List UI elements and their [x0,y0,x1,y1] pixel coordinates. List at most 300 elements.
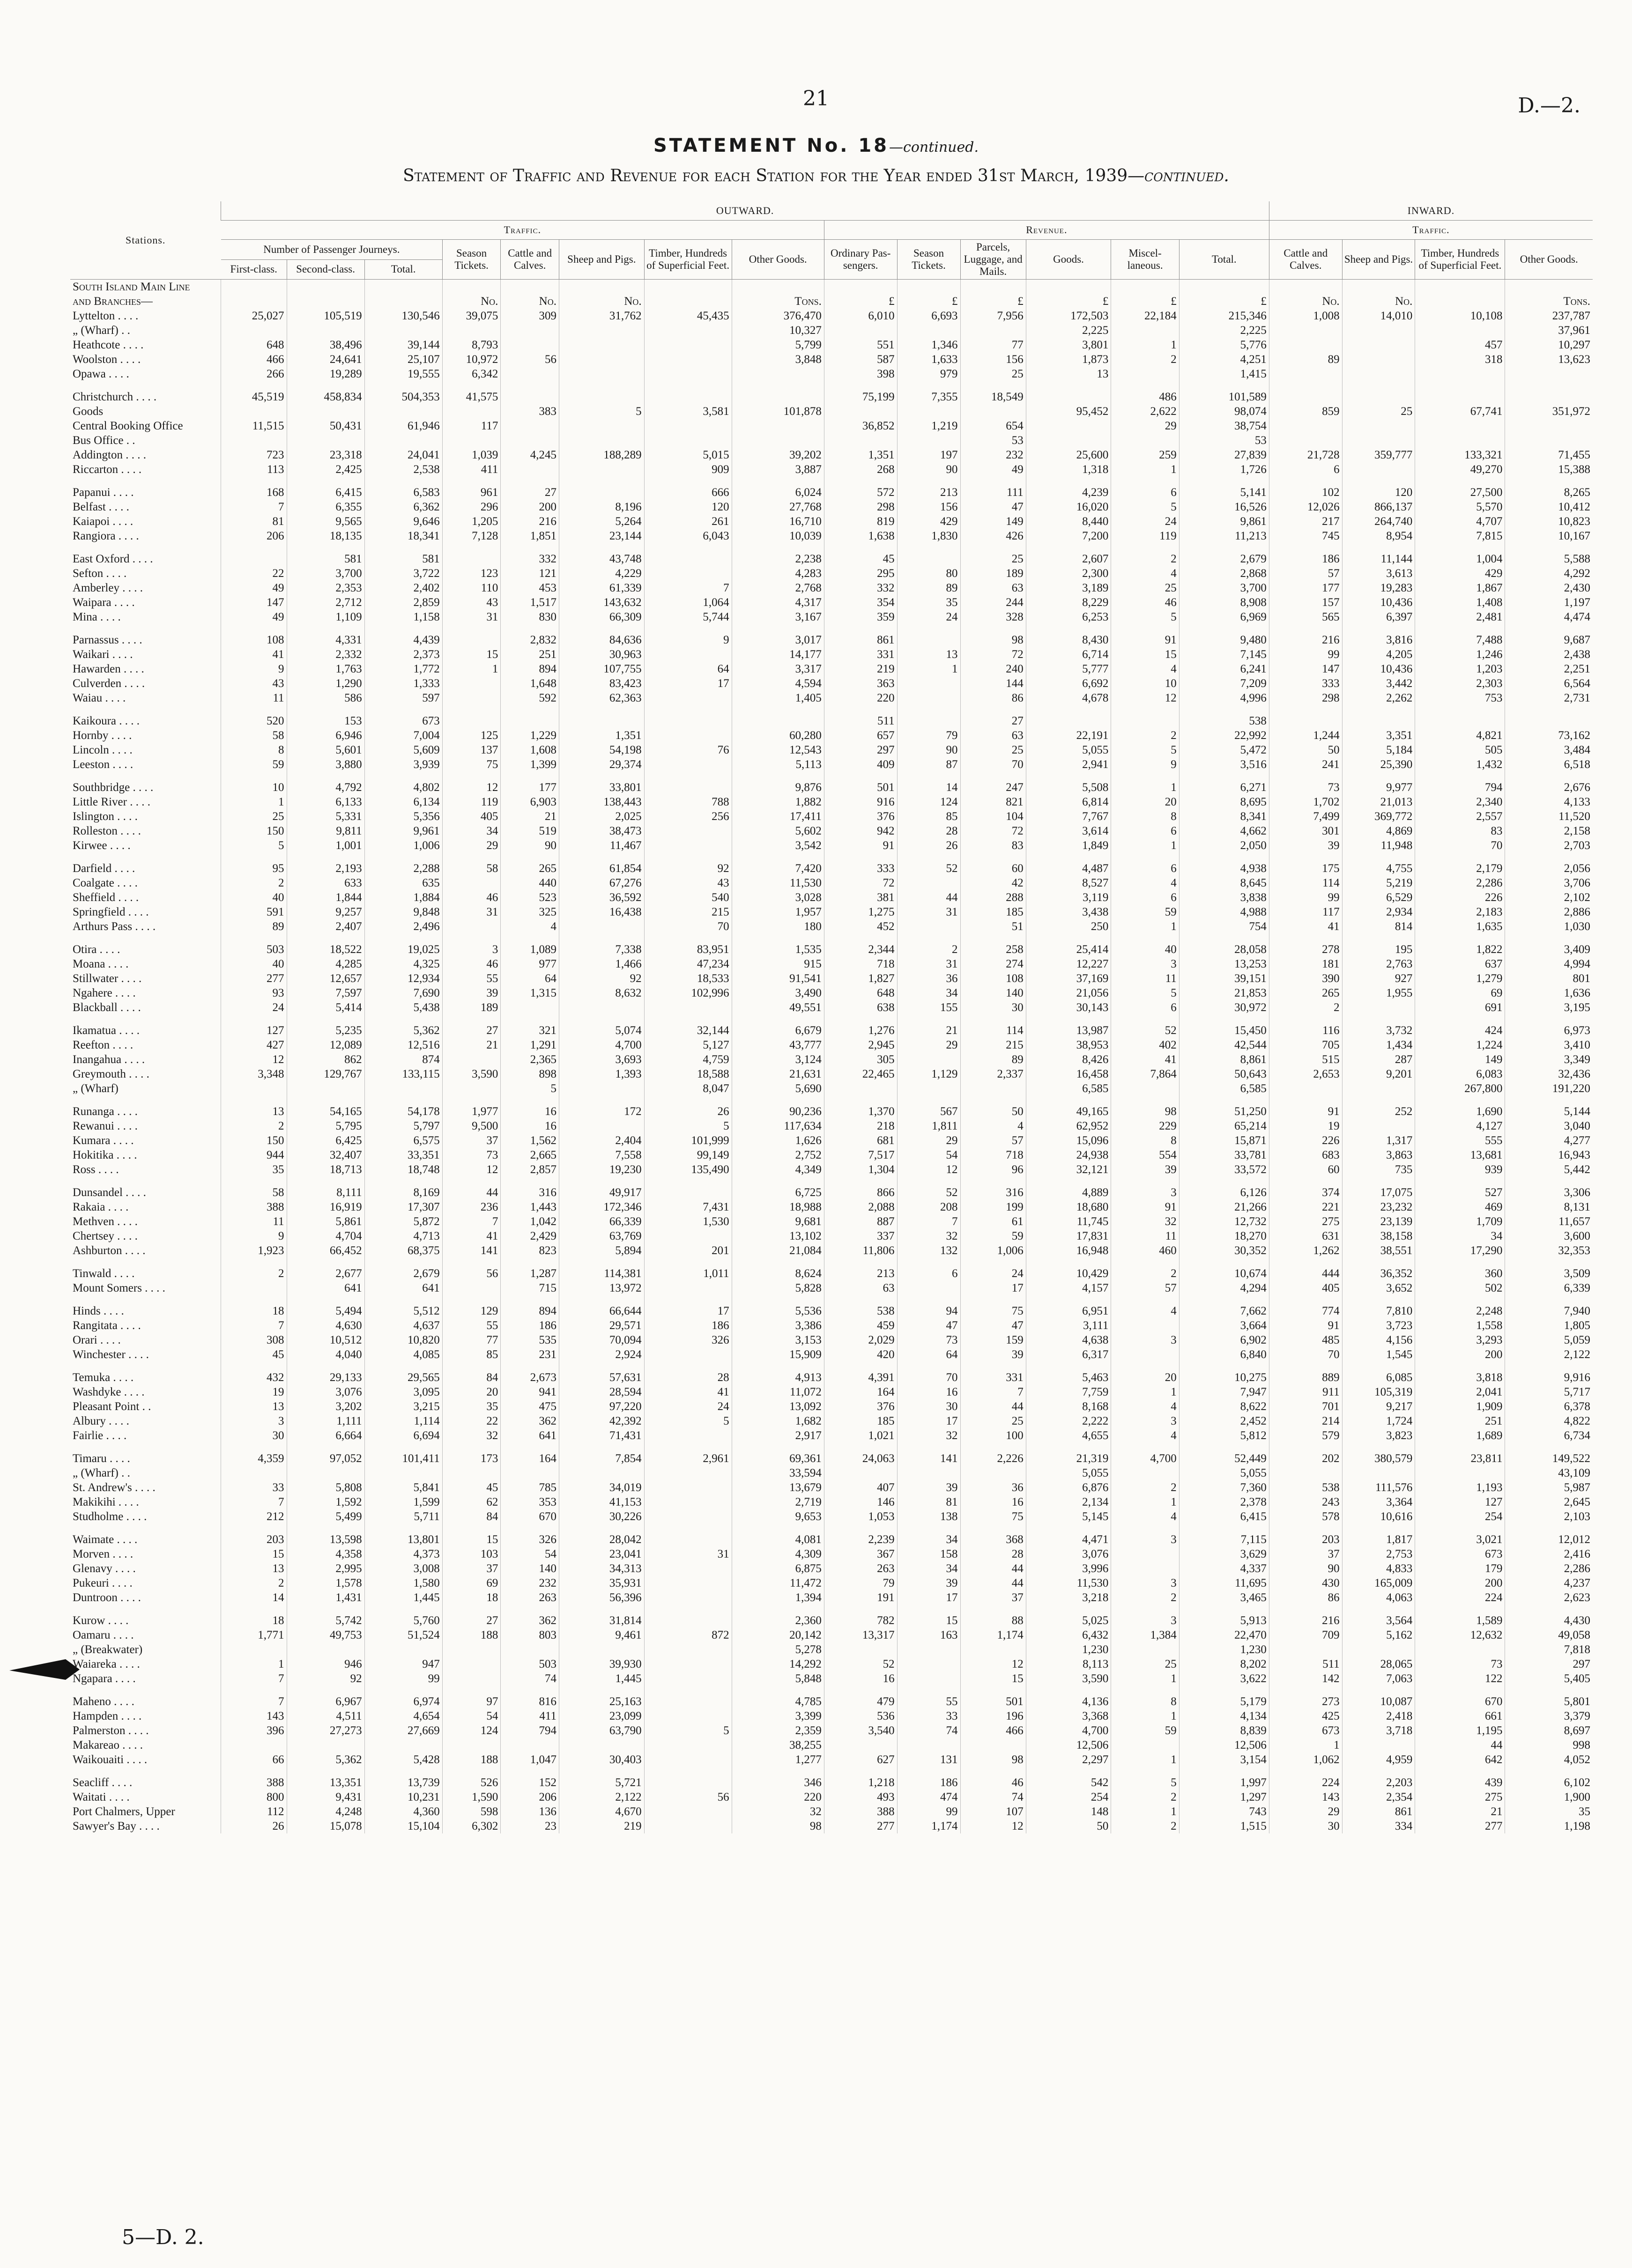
table-cell: 1,445 [364,1590,442,1605]
table-cell [732,381,824,390]
table-cell [501,1443,559,1451]
table-cell [1269,1443,1342,1451]
table-cell: 3,153 [732,1333,824,1347]
table-cell: 62,363 [559,691,644,705]
table-cell: 1,224 [1415,1038,1505,1052]
table-cell [364,404,442,419]
table-cell [1111,624,1179,633]
table-cell: 1,277 [732,1752,824,1767]
table-cell: 459 [824,1318,897,1333]
table-cell: 263 [824,1561,897,1576]
spacer-row [70,1177,1593,1185]
table-cell: 14 [221,1590,287,1605]
table-cell: 5,690 [732,1081,824,1096]
table-cell: 38,754 [1179,419,1269,433]
table-cell [287,1642,364,1657]
table-cell: 45,435 [644,309,732,323]
table-cell [1026,1686,1111,1694]
table-cell [364,853,442,861]
table-cell: 6,518 [1505,757,1593,772]
table-cell: 92 [644,861,732,876]
table-cell: 17,075 [1342,1185,1415,1200]
station-name: Riccarton . . . . [73,463,142,476]
table-cell: 6 [897,1266,960,1281]
table-cell: 15,871 [1179,1133,1269,1148]
table-cell: 57 [1111,1281,1179,1295]
table-cell: 5,356 [364,809,442,824]
table-cell: 44 [960,1561,1026,1576]
table-cell: 7,759 [1026,1385,1111,1399]
table-cell: 62 [442,1495,501,1509]
table-cell [644,367,732,381]
table-cell: 22,184 [1111,309,1179,323]
table-cell: 5 [501,1081,559,1096]
table-cell [897,1605,960,1613]
table-cell: 3 [221,1414,287,1428]
table-cell [1179,1524,1269,1532]
table-cell: 2,158 [1505,824,1593,838]
table-cell: 25,390 [1342,757,1415,772]
table-cell: 5,074 [559,1023,644,1038]
table-cell [1342,462,1415,477]
table-cell [1269,390,1342,404]
table-cell: 2,886 [1505,905,1593,919]
table-cell: 41 [221,647,287,662]
table-cell: 359 [824,610,897,624]
table-cell: 3,509 [1505,1266,1593,1281]
table-cell: 31,762 [559,309,644,323]
table-cell [897,1671,960,1686]
table-cell [1415,772,1505,780]
table-cell [559,919,644,934]
table-cell: 72 [960,824,1026,838]
table-cell: 3,349 [1505,1052,1593,1067]
table-cell [442,705,501,714]
table-cell: 25 [960,367,1026,381]
col-stations: Stations. [70,201,221,280]
table-cell: 8,202 [1179,1657,1269,1671]
table-cell [732,624,824,633]
table-cell: 536 [824,1709,897,1723]
table-cell: 505 [1415,743,1505,757]
table-cell: 5,113 [732,757,824,772]
table-cell: 31 [644,1547,732,1561]
table-cell: 138,443 [559,795,644,809]
table-cell: 70 [644,919,732,934]
table-cell: 8,169 [364,1185,442,1200]
table-cell [559,1362,644,1370]
table-cell [559,772,644,780]
table-cell [1269,338,1342,352]
table-cell: 200 [501,500,559,514]
table-cell: 265 [1269,986,1342,1000]
table-cell [897,691,960,705]
table-cell: 156 [960,352,1026,367]
table-cell [221,1443,287,1451]
table-cell: 20 [1111,1370,1179,1385]
table-cell: 8,954 [1342,529,1415,543]
table-cell [1505,705,1593,714]
table-row [70,676,1593,691]
table-cell [644,1362,732,1370]
table-cell: 91 [1111,633,1179,647]
table-cell: 5,717 [1505,1385,1593,1399]
table-row [70,1428,1593,1443]
table-cell: 2,373 [364,647,442,662]
table-cell: 13 [897,647,960,662]
table-cell: 942 [824,824,897,838]
table-cell: Tons. [1505,294,1593,309]
table-cell: 4,248 [287,1804,364,1819]
table-cell [442,633,501,647]
table-cell: 172,503 [1026,309,1111,323]
table-cell: 61,946 [364,419,442,433]
table-cell: 10,327 [732,323,824,338]
table-cell: 2,995 [287,1561,364,1576]
table-cell: 735 [1342,1162,1415,1177]
table-cell: 5,913 [1179,1613,1269,1628]
table-cell [501,1686,559,1694]
table-cell: 35,931 [559,1576,644,1590]
table-cell: 90 [897,743,960,757]
table-cell: 54,178 [364,1104,442,1119]
table-cell: 127 [1415,1495,1505,1509]
table-cell: 25,027 [221,309,287,323]
table-cell: 6,814 [1026,795,1111,809]
station-name: Glenavy . . . . [73,1562,136,1575]
table-cell: 1,001 [287,838,364,853]
table-cell: 1,997 [1179,1775,1269,1790]
table-cell: 6,529 [1342,890,1415,905]
table-cell [559,280,644,295]
table-cell: 11,657 [1505,1214,1593,1229]
table-cell: 93 [221,986,287,1000]
table-cell: 1,923 [221,1243,287,1258]
table-cell: 2,429 [501,1229,559,1243]
table-cell: 57 [960,1133,1026,1148]
table-cell [364,1738,442,1752]
table-cell [559,390,644,404]
table-cell: 405 [1269,1281,1342,1295]
table-cell [1342,705,1415,714]
table-cell: 18,270 [1179,1229,1269,1243]
table-cell: 1,290 [287,676,364,691]
station-name: Central Booking Office [73,419,183,432]
table-cell: 15,450 [1179,1023,1269,1038]
table-cell [732,390,824,404]
table-cell: 691 [1415,1000,1505,1015]
table-cell [960,1605,1026,1613]
table-cell [897,714,960,728]
table-row [70,1790,1593,1804]
table-cell: 70 [1269,1347,1342,1362]
table-cell: 2,676 [1505,780,1593,795]
table-cell: 2,677 [287,1266,364,1281]
table-cell [732,772,824,780]
table-cell [1505,390,1593,404]
table-cell [364,381,442,390]
table-cell: 3,732 [1342,1023,1415,1038]
table-cell: 275 [1269,1214,1342,1229]
table-cell [644,1347,732,1362]
table-cell [960,280,1026,295]
station-name: Tinwald . . . . [73,1267,135,1280]
table-cell: 215,346 [1179,309,1269,323]
table-cell: 1,608 [501,743,559,757]
table-cell: 2,752 [732,1148,824,1162]
table-cell: 581 [287,552,364,566]
table-cell [364,772,442,780]
table-cell [897,1738,960,1752]
table-cell: 7,145 [1179,647,1269,662]
table-cell: 4,337 [1179,1561,1269,1576]
table-cell: 1,039 [442,448,501,462]
table-cell: 158 [897,1547,960,1561]
table-cell: 5,463 [1026,1370,1111,1385]
table-cell: 301 [1269,824,1342,838]
table-cell [732,280,824,295]
table-cell: 11,467 [559,838,644,853]
table-cell: 131 [897,1752,960,1767]
col-timber: Timber, Hundreds of Superficial Feet. [644,240,732,280]
table-cell [1415,1642,1505,1657]
table-cell [221,1738,287,1752]
table-cell: 70,094 [559,1333,644,1347]
table-cell: 1,174 [960,1628,1026,1642]
table-cell: 7,499 [1269,809,1342,824]
table-cell: 30 [221,1428,287,1443]
table-cell: 157 [1269,595,1342,610]
table-cell: 98,074 [1179,404,1269,419]
table-cell: 11,530 [1026,1576,1111,1590]
table-cell: 221 [1269,1200,1342,1214]
table-cell: 1,709 [1415,1214,1505,1229]
table-cell [559,1119,644,1133]
table-cell [287,543,364,552]
table-cell [644,352,732,367]
table-cell [960,323,1026,338]
table-cell: 224 [1415,1590,1505,1605]
table-cell: 2 [1111,352,1179,367]
table-cell: 114 [1269,876,1342,890]
table-cell [364,294,442,309]
table-cell: 179 [1415,1561,1505,1576]
table-cell [1415,1466,1505,1480]
table-cell: 143,632 [559,595,644,610]
table-cell [442,280,501,295]
table-cell [824,1466,897,1480]
table-cell: 1,333 [364,676,442,691]
table-cell: 9 [1111,757,1179,772]
table-cell: 35 [1505,1804,1593,1819]
table-cell: 6,362 [364,500,442,514]
station-name: Kurow . . . . [73,1614,129,1627]
table-cell: 6,734 [1505,1428,1593,1443]
table-cell: 250 [1026,919,1111,934]
table-cell: 861 [1342,1804,1415,1819]
table-cell [1505,419,1593,433]
table-cell: 501 [960,1694,1026,1709]
table-cell: £ [1179,294,1269,309]
table-cell [897,853,960,861]
table-cell: 51 [960,919,1026,934]
table-cell [559,462,644,477]
table-cell: 38,551 [1342,1243,1415,1258]
table-cell: 37,961 [1505,323,1593,338]
table-cell: 10 [221,780,287,795]
table-cell [559,477,644,485]
table-cell [221,1096,287,1104]
table-cell: 22,992 [1179,728,1269,743]
table-cell: 11 [221,1214,287,1229]
table-cell: 39 [897,1480,960,1495]
table-cell: 308 [221,1333,287,1347]
header-outward-traffic: Traffic. [221,221,824,240]
table-cell: 135,490 [644,1162,732,1177]
table-cell: 1,393 [559,1067,644,1081]
table-cell: 17 [960,1281,1026,1295]
table-cell: 1,811 [897,1119,960,1133]
table-cell [1415,934,1505,942]
table-cell [442,552,501,566]
table-cell [1026,1605,1111,1613]
table-cell [1269,772,1342,780]
station-name: Mount Somers . . . . [73,1281,165,1294]
table-cell: 648 [824,986,897,1000]
table-cell: 23,144 [559,529,644,543]
table-cell: 368 [960,1532,1026,1547]
table-cell: 27,669 [364,1723,442,1738]
table-cell [732,1096,824,1104]
table-cell: 2 [1111,1266,1179,1281]
table-cell: 803 [501,1628,559,1642]
table-cell: 648 [221,338,287,352]
col-second-class: Second-class. [287,259,364,280]
table-cell: 13 [221,1104,287,1119]
table-cell: 3,996 [1026,1561,1111,1576]
station-name: Southbridge . . . . [73,781,154,794]
table-cell [824,772,897,780]
table-cell [897,1642,960,1657]
table-cell: 9,653 [732,1509,824,1524]
table-cell: 21,319 [1026,1451,1111,1466]
table-cell: 3,167 [732,610,824,624]
table-cell [1505,624,1593,633]
table-cell: 801 [1505,971,1593,986]
statement-continued: —continued. [889,139,979,155]
table-cell [1505,433,1593,448]
table-cell: 34 [897,1532,960,1547]
table-cell: 25 [960,743,1026,757]
table-cell: 334 [1342,1819,1415,1833]
table-cell [1342,543,1415,552]
table-cell: 114 [960,1023,1026,1038]
table-cell [287,1096,364,1104]
table-cell: 13,739 [364,1775,442,1790]
table-cell: 72 [824,876,897,890]
table-cell: 4,511 [287,1709,364,1723]
table-cell: 332 [501,552,559,566]
table-cell: 80 [897,566,960,581]
table-cell: 1,805 [1505,1318,1593,1333]
station-name: Waipara . . . . [73,596,135,609]
table-cell: 1,638 [824,529,897,543]
table-cell: 138 [897,1509,960,1524]
table-cell: 4,833 [1342,1561,1415,1576]
table-cell [1111,1767,1179,1775]
table-cell [1342,419,1415,433]
table-cell [897,919,960,934]
station-name: Moana . . . . [73,957,129,970]
table-cell: 5,405 [1505,1671,1593,1686]
table-cell [1505,1686,1593,1694]
table-cell [960,1443,1026,1451]
table-cell: 10,087 [1342,1694,1415,1709]
table-cell: 8,839 [1179,1723,1269,1738]
table-cell: 2 [1111,1819,1179,1833]
table-cell: 3,723 [1342,1318,1415,1333]
table-cell: 380,579 [1342,1451,1415,1466]
table-cell [442,1466,501,1480]
table-cell [824,381,897,390]
table-cell: 21,266 [1179,1200,1269,1214]
table-cell: 7,818 [1505,1642,1593,1657]
table-row [70,1200,1593,1214]
table-cell [644,1495,732,1509]
table-cell [897,1052,960,1067]
table-cell: 35 [897,595,960,610]
table-cell: 1,635 [1415,919,1505,934]
table-cell: 2,679 [1179,552,1269,566]
table-cell: 1,275 [824,905,897,919]
table-cell: 10,275 [1179,1370,1269,1385]
table-cell: 6,415 [1179,1509,1269,1524]
table-cell: 4,156 [1342,1333,1415,1347]
table-cell [1026,543,1111,552]
table-cell: 10,297 [1505,338,1593,352]
table-cell [221,772,287,780]
table-cell [287,1258,364,1266]
table-cell: 107 [960,1804,1026,1819]
table-cell: 2,353 [287,581,364,595]
table-cell [1342,367,1415,381]
table-cell: 17 [644,1304,732,1318]
table-row [70,1304,1593,1318]
table-cell: 2,286 [1505,1561,1593,1576]
table-cell [559,934,644,942]
table-cell [960,705,1026,714]
table-cell: 29 [1111,419,1179,433]
table-cell: 52 [1111,1023,1179,1038]
table-cell: 503 [501,1657,559,1671]
table-cell: 1,287 [501,1266,559,1281]
table-cell [644,1752,732,1767]
table-cell [287,705,364,714]
table-cell: 8,430 [1026,633,1111,647]
table-cell: 1,844 [287,890,364,905]
table-cell [1111,433,1179,448]
table-cell: 429 [897,514,960,529]
table-cell: 33 [897,1709,960,1723]
table-cell: 4,136 [1026,1694,1111,1709]
table-row [70,1052,1593,1067]
table-cell [897,1177,960,1185]
table-cell [364,1686,442,1694]
table-cell: 32 [732,1804,824,1819]
table-cell: 4,063 [1342,1590,1415,1605]
table-cell: 13,987 [1026,1023,1111,1038]
table-cell [287,1738,364,1752]
